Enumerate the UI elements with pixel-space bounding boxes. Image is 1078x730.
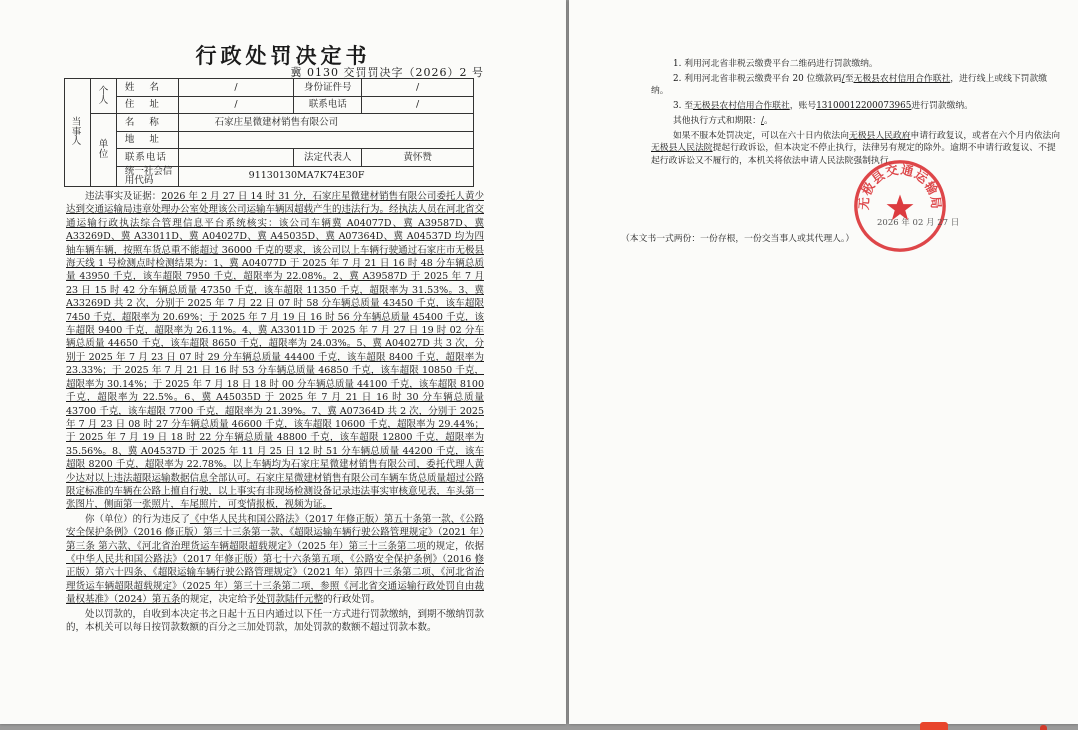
official-seal-icon [852, 158, 948, 254]
legal-rep-value: 黄怀赞 [362, 149, 474, 167]
pm3-c: 进行罚款缴纳。 [911, 101, 973, 112]
unit-label: 单位 [90, 114, 116, 187]
remedy-a: 如果不服本处罚决定，可以在六十日内依法向 [673, 131, 849, 142]
pm2-bank: 无极县农村信用合作联社 [853, 73, 951, 84]
pm3-account: 13100012200073965 [816, 101, 912, 112]
remedy-c: 提起行政诉讼，但本决定不停止执行，法律另有规定的除外。逾期不申请行政复议、不提起行政诉讼又不履行的，本机关将依法申请人民法院强制执行。 [651, 143, 1056, 166]
other-a: 其他执行方式和期限： [673, 116, 761, 127]
copies-note: （本文书一式两份：一份存根，一份交当事人或其代理人。） [621, 234, 855, 244]
svg-text:无极县交通运输局: 无极县交通运输局 [855, 161, 945, 211]
penalty-amount: 处罚款陆仟元整 [256, 594, 323, 606]
id-label: 身份证件号 [294, 79, 362, 97]
penalty-connector: 的规定，决定给予 [180, 594, 257, 606]
remedy-b: 申请行政复议，或者在六个月内依法向 [910, 131, 1061, 142]
unit-address-value [178, 131, 473, 149]
facts-lead: 违法事实及证据： [85, 191, 162, 202]
decision-page-right [569, 0, 1078, 724]
name-label: 姓 名 [116, 79, 178, 97]
party-info-table [64, 78, 474, 187]
decision-date: 2026 年 02 月 27 日 [877, 218, 960, 228]
app-indicator-icon [1040, 725, 1047, 730]
penalty-provisions: 《中华人民共和国公路法》（2017 年修正版）第七十六条第五项、《公路安全保护条例》（2016 修正版）第六十四条、《超限运输车辆行驶公路管理规定》（2021 年）第四十三条第二项、《河北省治理货运车辆超限超载规定》（2025 年）第三十三条第二项，参照《河北省交通运输行政处罚自由裁量权基准》（2024）第五条 [66, 553, 484, 606]
app-logo-fragment-icon [920, 722, 948, 730]
address-label: 住 址 [116, 96, 178, 114]
pm3-a: 3. 至 [673, 101, 693, 112]
payment-method-2 [651, 73, 1061, 98]
unit-phone-value [178, 149, 294, 167]
pm2-a: 2. 利用河北省非税云缴费平台 20 位缴款码 [673, 73, 842, 84]
legal-rep-label: 法定代表人 [294, 149, 362, 167]
id-value: / [362, 79, 474, 97]
individual-label: 个人 [90, 79, 116, 114]
pm2-code: / [841, 73, 845, 84]
review-authority: 无极县人民政府 [848, 131, 911, 142]
credit-code-label: 统一社会信用代码 [116, 166, 178, 186]
payment-method-3 [651, 100, 1061, 112]
pm2-c: ，进行线上或线下罚款缴纳。 [651, 73, 1048, 97]
penalty-ending: 的行政处罚。 [322, 594, 380, 606]
violated-provisions: 《中华人民共和国公路法》（2017 年修正版）第五十条第一款、《公路安全保护条例》（2016 修正版）第三十三条第一款、《超限运输车辆行驶公路管理规定》（2021 年）第三条 第六款、《河北省治理货运车辆超限超载规定》（2025 年）第三十三条第二项 [66, 513, 484, 552]
legal-basis-intro: 你（单位）的行为违反了 [85, 513, 190, 525]
other-methods [651, 115, 1061, 127]
party-group-label: 当事人 [65, 79, 91, 187]
legal-basis-paragraph [66, 513, 484, 607]
address-value: / [178, 96, 294, 114]
decision-body [66, 190, 484, 634]
document-number: 冀 0130 交罚罚决字（2026）2 号 [290, 66, 484, 79]
name-value: / [178, 79, 294, 97]
document-title: 行政处罚决定书 [195, 43, 371, 68]
facts-paragraph [66, 190, 484, 512]
payment-paragraph: 处以罚款的，自收到本决定书之日起十五日内通过以下任一方式进行罚款缴纳，到期不缴纳罚款的，本机关可以每日按罚款数额的百分之三加处罚款，加处罚款的数额不超过罚款本数。 [66, 608, 485, 633]
unit-address-label: 地 址 [116, 131, 178, 149]
other-b: 。 [763, 116, 773, 127]
unit-name-value: 石家庄星微建材销售有限公司 [178, 114, 473, 132]
credit-code-value: 91130130MA7K74E30F [178, 166, 473, 186]
pm2-b: 至 [844, 73, 854, 84]
other-value: / [760, 116, 764, 127]
unit-name-label: 名 称 [116, 114, 178, 132]
phone-label: 联系电话 [294, 96, 362, 114]
unit-phone-label: 联系电话 [116, 149, 178, 167]
phone-value: / [362, 96, 474, 114]
payment-methods [651, 58, 1061, 170]
payment-method-1: 1. 利用河北省非税云缴费平台二维码进行罚款缴纳。 [673, 59, 878, 69]
pm3-b: ，账号 [789, 101, 817, 112]
facts-detail: 2026 年 2 月 27 日 14 时 31 分，石家庄星微建材销售有限公司委托人黄少达到交通运输局违章处理办公室处理该公司运输车辆因超载产生的违法行为。经执法人员在河北省交通运输行政执法综合管理信息平台系统核实：该公司车辆冀 A04077D、冀 A39587D、冀 A33269D、冀 A33011D、冀 A04027D、冀 A45035D、冀 A07364D、冀 A04537D 均为四轴车辆车辆，按照车货总重不能超过 36000 千克的要求，该公司以上车辆行驶通过石家庄市无极县海天线 1 号检测点时检测结果为：1、冀 A04077D 于 2025 年 7 月 21 日 16 时 48 分车辆总质量 43950 千克，该车超限 7950 千克，超限率为 22.08%。2、冀 A39587D 于 2025 年 7 月 23 日 15 时 42 分车辆总质量 47350 千克，该车超限 11350 千克，超限率为 31.53%。3、冀 A33269D 共 2 次，分别于 2025 年 7 月 22 日 07 时 58 分车辆总质量 43450 千克，该车超限 7450 千克，超限率为 20.69%；于 2025 年 7 月 19 日 16 时 56 分车辆总质量 45400 千克，该车超限 9400 千克，超限率为 26.11%。4、冀 A33011D 于 2025 年 7 月 27 日 19 时 02 分车辆总质量 44650 千克，该车超限 8650 千克，超限率为 24.03%。5、冀 A04027D 共 3 次，分别于 2025 年 7 月 23 日 07 时 29 分车辆总质量 44400 千克，该车超限 8400 千克，超限率为 23.33%；于 2025 年 7 月 21 日 16 时 53 分车辆总质量 46850 千克，该车超限 10850 千克，超限率为 30.14%；于 2025 年 7 月 18 日 18 时 00 分车辆总质量 44100 千克，该车超限 8100 千克，超限率为 22.5%。6、冀 A45035D 于 2025 年 7 月 21 日 16 时 30 分车辆总质量 43700 千克，该车超限 7700 千克，超限率为 21.39%。7、冀 A07364D 共 2 次，分别于 2025 年 7 月 23 日 08 时 27 分车辆总质量 46600 千克，该车超限 10600 千克，超限率为 29.44%；于 2025 年 7 月 19 日 18 时 22 分车辆总质量 48800 千克，该车超限 12800 千克，超限率为 35.56%。8、冀 A04537D 于 2025 年 11 月 25 日 12 时 51 分车辆总质量 44200 千克，该车超限 8200 千克，超限率为 22.78%。以上车辆均为石家庄星微建材销售有限公司，委托代理人黄少达对以上违法超限运输数据信息全部认可。石家庄星微建材销售有限公司车辆车货总质量超过公路限定标准的车辆在公路上擅自行驶，以上事实有非现场检测设备记录违法事实审核意见表，车头第一张图片，侧面第一张照片，车尾照片，可变情报板，视频为证。 [66, 191, 485, 511]
legal-basis-connector: 的规定，依据 [426, 540, 484, 552]
pm3-bank: 无极县农村信用合作联社 [693, 101, 790, 112]
court-name: 无极县人民法院 [651, 143, 713, 154]
